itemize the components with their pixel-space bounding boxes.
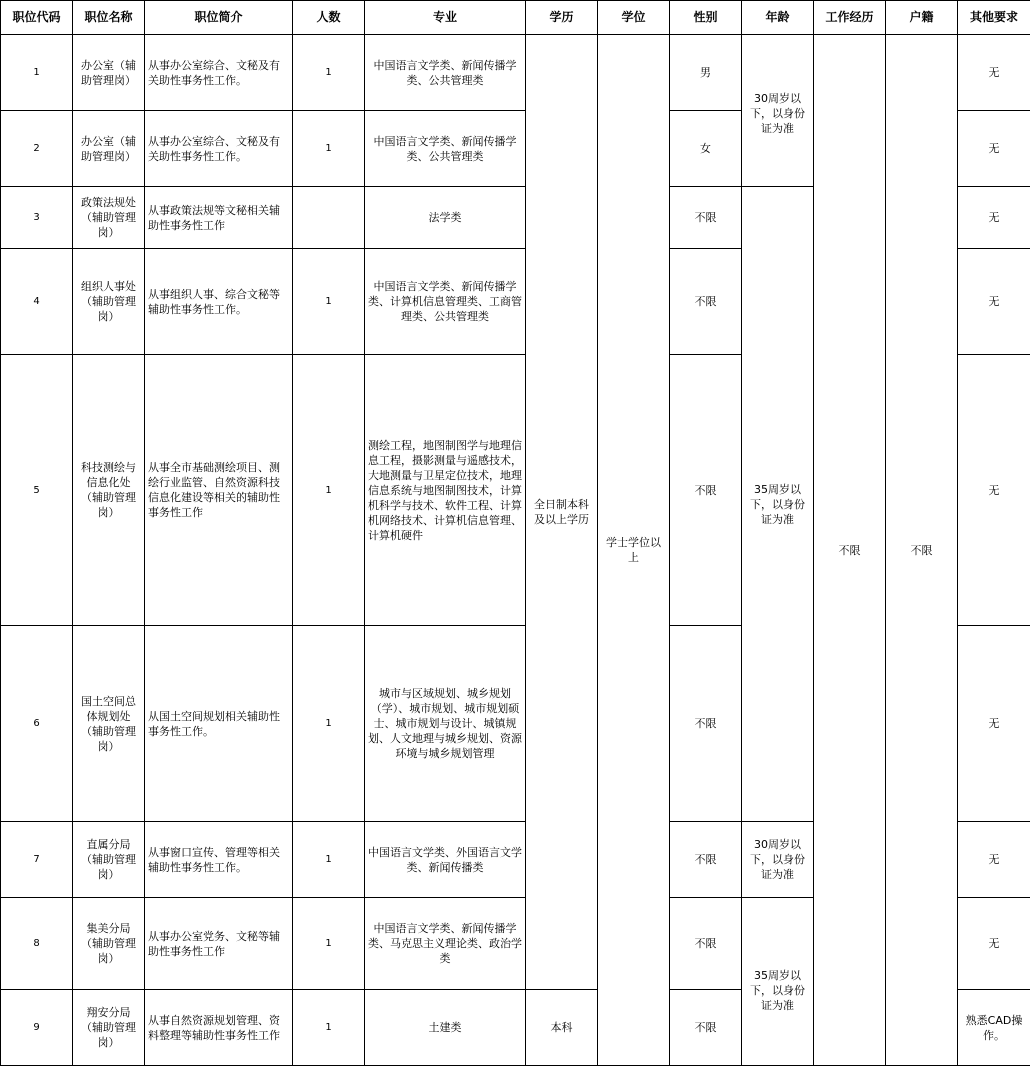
cell-code: 7 — [1, 822, 73, 898]
cell-edu-merged: 全日制本科及以上学历 — [526, 35, 598, 990]
cell-count: 1 — [293, 990, 365, 1066]
cell-code: 2 — [1, 111, 73, 187]
col-header-edu: 学历 — [526, 1, 598, 35]
cell-major: 中国语言文学类、新闻传播学类、马克思主义理论类、政治学类 — [365, 898, 526, 990]
cell-other: 无 — [958, 898, 1030, 990]
col-header-exp: 工作经历 — [814, 1, 886, 35]
cell-major: 土建类 — [365, 990, 526, 1066]
cell-age-c: 30周岁以下，以身份证为准 — [742, 822, 814, 898]
cell-name: 办公室（辅助管理岗） — [73, 35, 145, 111]
cell-gender: 不限 — [670, 822, 742, 898]
col-header-name: 职位名称 — [73, 1, 145, 35]
cell-name: 政策法规处（辅助管理岗） — [73, 187, 145, 249]
col-header-age: 年龄 — [742, 1, 814, 35]
cell-age-b: 35周岁以下，以身份证为准 — [742, 187, 814, 822]
header-row — [1, 1, 1030, 35]
cell-major: 城市与区域规划、城乡规划（学）、城市规划、城市规划硕士、城市规划与设计、城镇规划、人文地理与城乡规划、资源环境与城乡规划管理 — [365, 626, 526, 822]
cell-gender: 男 — [670, 35, 742, 111]
cell-other: 熟悉CAD操作。 — [958, 990, 1030, 1066]
cell-count: 1 — [293, 626, 365, 822]
cell-code: 5 — [1, 355, 73, 626]
col-header-hukou: 户籍 — [886, 1, 958, 35]
cell-major: 中国语言文学类、新闻传播学类、公共管理类 — [365, 35, 526, 111]
col-header-code: 职位代码 — [1, 1, 73, 35]
cell-major: 中国语言文学类、外国语言文学类、新闻传播类 — [365, 822, 526, 898]
cell-age-d: 35周岁以下，以身份证为准 — [742, 898, 814, 1066]
cell-desc: 从事政策法规等文秘相关辅助性事务性工作 — [145, 187, 293, 249]
col-header-other: 其他要求 — [958, 1, 1030, 35]
cell-other: 无 — [958, 355, 1030, 626]
cell-code: 8 — [1, 898, 73, 990]
col-header-gender: 性别 — [670, 1, 742, 35]
cell-desc: 从事组织人事、综合文秘等辅助性事务性工作。 — [145, 249, 293, 355]
cell-desc: 从国土空间规划相关辅助性事务性工作。 — [145, 626, 293, 822]
cell-other: 无 — [958, 626, 1030, 822]
cell-code: 3 — [1, 187, 73, 249]
cell-desc: 从事办公室党务、文秘等辅助性事务性工作 — [145, 898, 293, 990]
cell-count: 1 — [293, 249, 365, 355]
cell-other: 无 — [958, 822, 1030, 898]
cell-count: 1 — [293, 111, 365, 187]
cell-name: 集美分局（辅助管理岗） — [73, 898, 145, 990]
cell-desc: 从事窗口宣传、管理等相关辅助性事务性工作。 — [145, 822, 293, 898]
col-header-desc: 职位简介 — [145, 1, 293, 35]
cell-gender: 不限 — [670, 626, 742, 822]
cell-name: 直属分局（辅助管理岗） — [73, 822, 145, 898]
cell-name: 国土空间总体规划处（辅助管理岗） — [73, 626, 145, 822]
cell-hukou-merged: 不限 — [886, 35, 958, 1066]
cell-gender: 不限 — [670, 898, 742, 990]
table-row — [1, 35, 1030, 111]
cell-name: 组织人事处（辅助管理岗） — [73, 249, 145, 355]
cell-other: 无 — [958, 187, 1030, 249]
cell-age-a: 30周岁以下，以身份证为准 — [742, 35, 814, 187]
cell-other: 无 — [958, 35, 1030, 111]
cell-edu-last: 本科 — [526, 990, 598, 1066]
col-header-major: 专业 — [365, 1, 526, 35]
cell-exp-merged: 不限 — [814, 35, 886, 1066]
cell-gender: 不限 — [670, 187, 742, 249]
cell-count: 1 — [293, 355, 365, 626]
cell-count: 1 — [293, 822, 365, 898]
cell-gender: 不限 — [670, 249, 742, 355]
cell-code: 6 — [1, 626, 73, 822]
cell-count — [293, 187, 365, 249]
cell-name: 科技测绘与信息化处（辅助管理岗） — [73, 355, 145, 626]
cell-gender: 不限 — [670, 990, 742, 1066]
cell-desc: 从事办公室综合、文秘及有关助性事务性工作。 — [145, 111, 293, 187]
col-header-degree: 学位 — [598, 1, 670, 35]
cell-count: 1 — [293, 35, 365, 111]
cell-gender: 女 — [670, 111, 742, 187]
cell-name: 办公室（辅助管理岗） — [73, 111, 145, 187]
cell-other: 无 — [958, 111, 1030, 187]
cell-major: 法学类 — [365, 187, 526, 249]
cell-gender: 不限 — [670, 355, 742, 626]
cell-code: 4 — [1, 249, 73, 355]
cell-major: 中国语言文学类、新闻传播学类、计算机信息管理类、工商管理类、公共管理类 — [365, 249, 526, 355]
cell-major: 测绘工程，地图制图学与地理信息工程，摄影测量与遥感技术，大地测量与卫星定位技术，地理信息系统与地图制图技术，计算机科学与技术、软件工程、计算机网络技术、计算机信息管理、计算机硬件 — [365, 355, 526, 626]
cell-desc: 从事办公室综合、文秘及有关助性事务性工作。 — [145, 35, 293, 111]
col-header-count: 人数 — [293, 1, 365, 35]
cell-count: 1 — [293, 898, 365, 990]
cell-desc: 从事全市基础测绘项目、测绘行业监管、自然资源科技信息化建设等相关的辅助性事务性工作 — [145, 355, 293, 626]
cell-desc: 从事自然资源规划管理、资料整理等辅助性事务性工作 — [145, 990, 293, 1066]
cell-name: 翔安分局（辅助管理岗） — [73, 990, 145, 1066]
cell-degree-merged: 学士学位以上 — [598, 35, 670, 1066]
cell-code: 1 — [1, 35, 73, 111]
cell-code: 9 — [1, 990, 73, 1066]
cell-major: 中国语言文学类、新闻传播学类、公共管理类 — [365, 111, 526, 187]
cell-other: 无 — [958, 249, 1030, 355]
